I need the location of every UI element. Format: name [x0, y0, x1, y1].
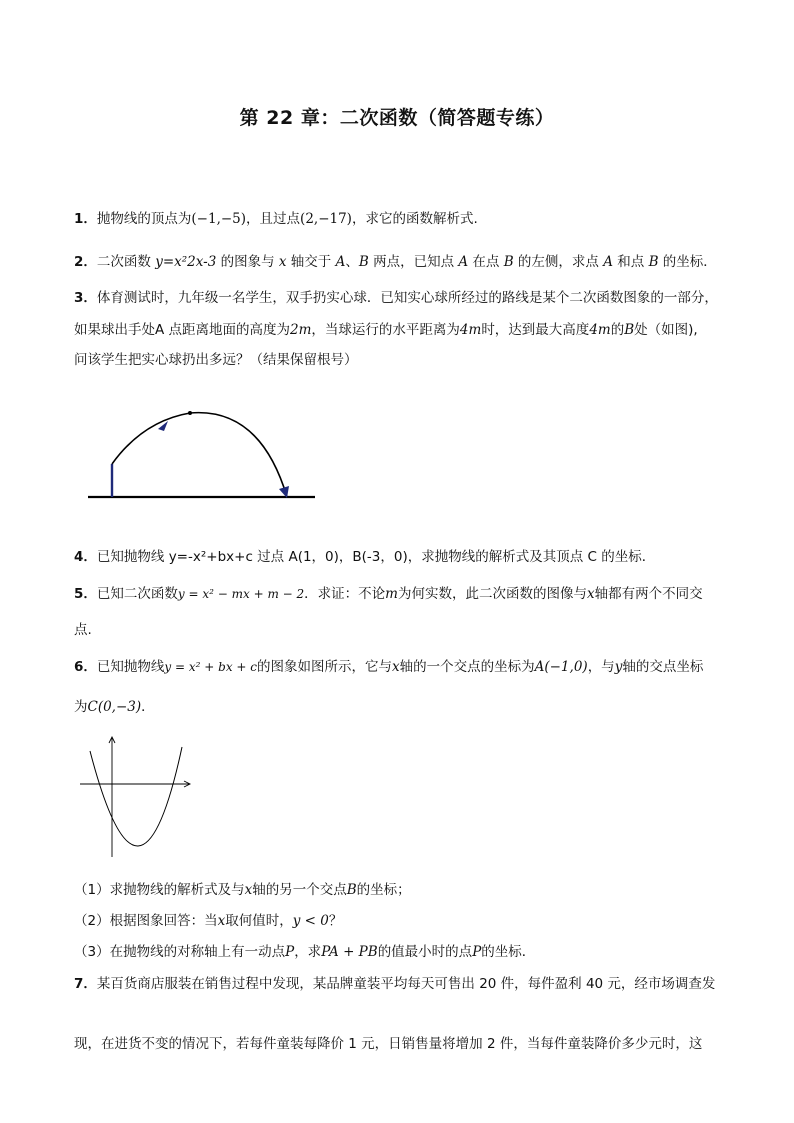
- question-number: 5．: [74, 586, 97, 602]
- text: （3）在抛物线的对称轴上有一动点: [74, 944, 286, 960]
- trajectory-curve: [112, 413, 287, 497]
- text: 、: [345, 254, 359, 270]
- parabola-figure: [76, 733, 202, 861]
- text: 为何实数，此二次函数的图像与: [397, 586, 587, 602]
- math-var: P: [472, 944, 482, 960]
- question-6-line-1: [74, 657, 734, 677]
- math-var: m: [385, 586, 398, 602]
- question-3-line-3: [74, 350, 734, 370]
- text: （1）求抛物线的解析式及与: [74, 882, 245, 898]
- text: 轴交于: [286, 254, 336, 270]
- text: 的图象与: [216, 254, 279, 270]
- text: 为: [74, 699, 88, 715]
- function-expression: y = x² − mx + m − 2: [177, 587, 305, 601]
- math-var: A: [458, 254, 469, 270]
- page-title: 第 22 章：二次函数（简答题专练）: [239, 107, 555, 129]
- question-number: 2．: [74, 254, 97, 270]
- math-var: P: [285, 944, 295, 960]
- text: 时，达到最大高度: [481, 322, 590, 338]
- text: ？: [328, 913, 343, 929]
- math-value: 4m: [459, 322, 482, 338]
- text: 的图象如图所示，它与: [256, 659, 392, 675]
- text: 体育测试时，九年级一名学生，双手扔实心球．已知实心球所经过的路线是某个二次函数图象的一部分，: [96, 290, 718, 306]
- text: 的坐标．: [658, 254, 717, 270]
- text: 现，在进货不变的情况下，若每件童装每降价 1 元，日销售量将增加 2 件，当每件童装降价多少元时，这: [74, 1036, 703, 1052]
- vertex-point: [188, 411, 192, 415]
- math-var: x: [278, 254, 287, 270]
- text: 的值最小时的点: [377, 944, 473, 960]
- text: 轴都有两个不同交: [594, 586, 703, 602]
- question-1: [74, 209, 734, 229]
- question-number: 4．: [74, 549, 97, 565]
- text: 问该学生把实心球扔出多远？（结果保留根号）: [74, 352, 358, 368]
- text: 处（如图),: [634, 322, 698, 338]
- math-value: 2m: [290, 322, 312, 338]
- text: 两点，已知点: [368, 254, 459, 270]
- text: 已知抛物线: [96, 659, 165, 675]
- math-var: B: [624, 322, 635, 338]
- math-var: x: [586, 586, 595, 602]
- question-3-line-1: [74, 288, 734, 308]
- text: 轴的交点坐标: [622, 659, 704, 675]
- text: 的坐标．: [481, 944, 536, 960]
- text: 如果球出手处A 点距离地面的高度为: [74, 322, 291, 338]
- text: 的: [610, 322, 625, 338]
- text: 轴的一个交点的坐标为: [399, 659, 535, 675]
- math-var: x: [391, 659, 400, 675]
- math-var: B: [503, 254, 514, 270]
- text: ，求它的函数解析式.: [351, 211, 478, 227]
- question-number: 1．: [74, 211, 97, 227]
- parabola-curve: [90, 747, 182, 846]
- trajectory-figure: [80, 385, 325, 520]
- question-number: 3．: [74, 290, 97, 306]
- question-6-part-1: [74, 880, 734, 900]
- text: 已知抛物线 y=-x²+bx+c 过点 A(1，0)，B(-3，0)，求抛物线的解析式及其顶点 C 的坐标．: [96, 549, 656, 565]
- function-expression: y = x² + bx + c: [164, 660, 257, 674]
- text: 某百货商店服装在销售过程中发现，某品牌童装平均每天可售出 20 件，每件盈利 40 元，经市场调查发: [96, 976, 716, 992]
- math-var: A: [335, 254, 346, 270]
- question-7-line-2: [74, 1034, 734, 1054]
- question-4: [74, 547, 734, 567]
- question-3-line-2: [74, 320, 734, 340]
- text: ，且过点: [246, 211, 301, 227]
- question-5-line-1: [74, 584, 734, 604]
- question-number: 7．: [74, 976, 97, 992]
- vertex-coord: (−1,−5): [191, 211, 247, 227]
- text: ，与: [587, 659, 615, 675]
- math-expression: PA + PB: [321, 944, 378, 960]
- question-6-part-2: [74, 911, 734, 931]
- text: 的坐标；: [356, 882, 411, 898]
- question-5-line-2: [74, 620, 734, 640]
- text: ，当球运行的水平距离为: [311, 322, 460, 338]
- math-var: x: [217, 913, 226, 929]
- math-var: B: [648, 254, 659, 270]
- text: ．求证：不论: [304, 586, 386, 602]
- text: ，求: [294, 944, 322, 960]
- question-6-part-3: [74, 942, 734, 962]
- text: 在点: [468, 254, 504, 270]
- point-coord: (2,−17): [300, 211, 352, 227]
- math-inequality: y < 0: [292, 913, 329, 929]
- question-6-line-2: [74, 697, 734, 717]
- math-var: A: [603, 254, 613, 270]
- math-var: y: [614, 659, 623, 675]
- math-var: B: [358, 254, 369, 270]
- text: （2）根据图象回答：当: [74, 913, 218, 929]
- math-var: x: [244, 882, 253, 898]
- text: 的左侧，求点: [513, 254, 604, 270]
- math-value: 4m: [589, 322, 611, 338]
- math-var: B: [346, 882, 357, 898]
- question-number: 6．: [74, 659, 97, 675]
- question-2: [74, 252, 734, 272]
- text: 已知二次函数: [96, 586, 178, 602]
- text: 轴的另一个交点: [252, 882, 347, 898]
- point-coord: C(0,−3): [87, 699, 142, 715]
- text: ．: [141, 699, 155, 715]
- text: 和点: [612, 254, 649, 270]
- text: 二次函数: [96, 254, 156, 270]
- function-expression: y=x²2x-3: [155, 254, 217, 270]
- text: 抛物线的顶点为: [96, 211, 192, 227]
- point-coord: A(−1,0): [534, 659, 588, 675]
- text: 点.: [74, 622, 92, 638]
- question-7-line-1: [74, 974, 734, 994]
- text: 取何值时，: [225, 913, 293, 929]
